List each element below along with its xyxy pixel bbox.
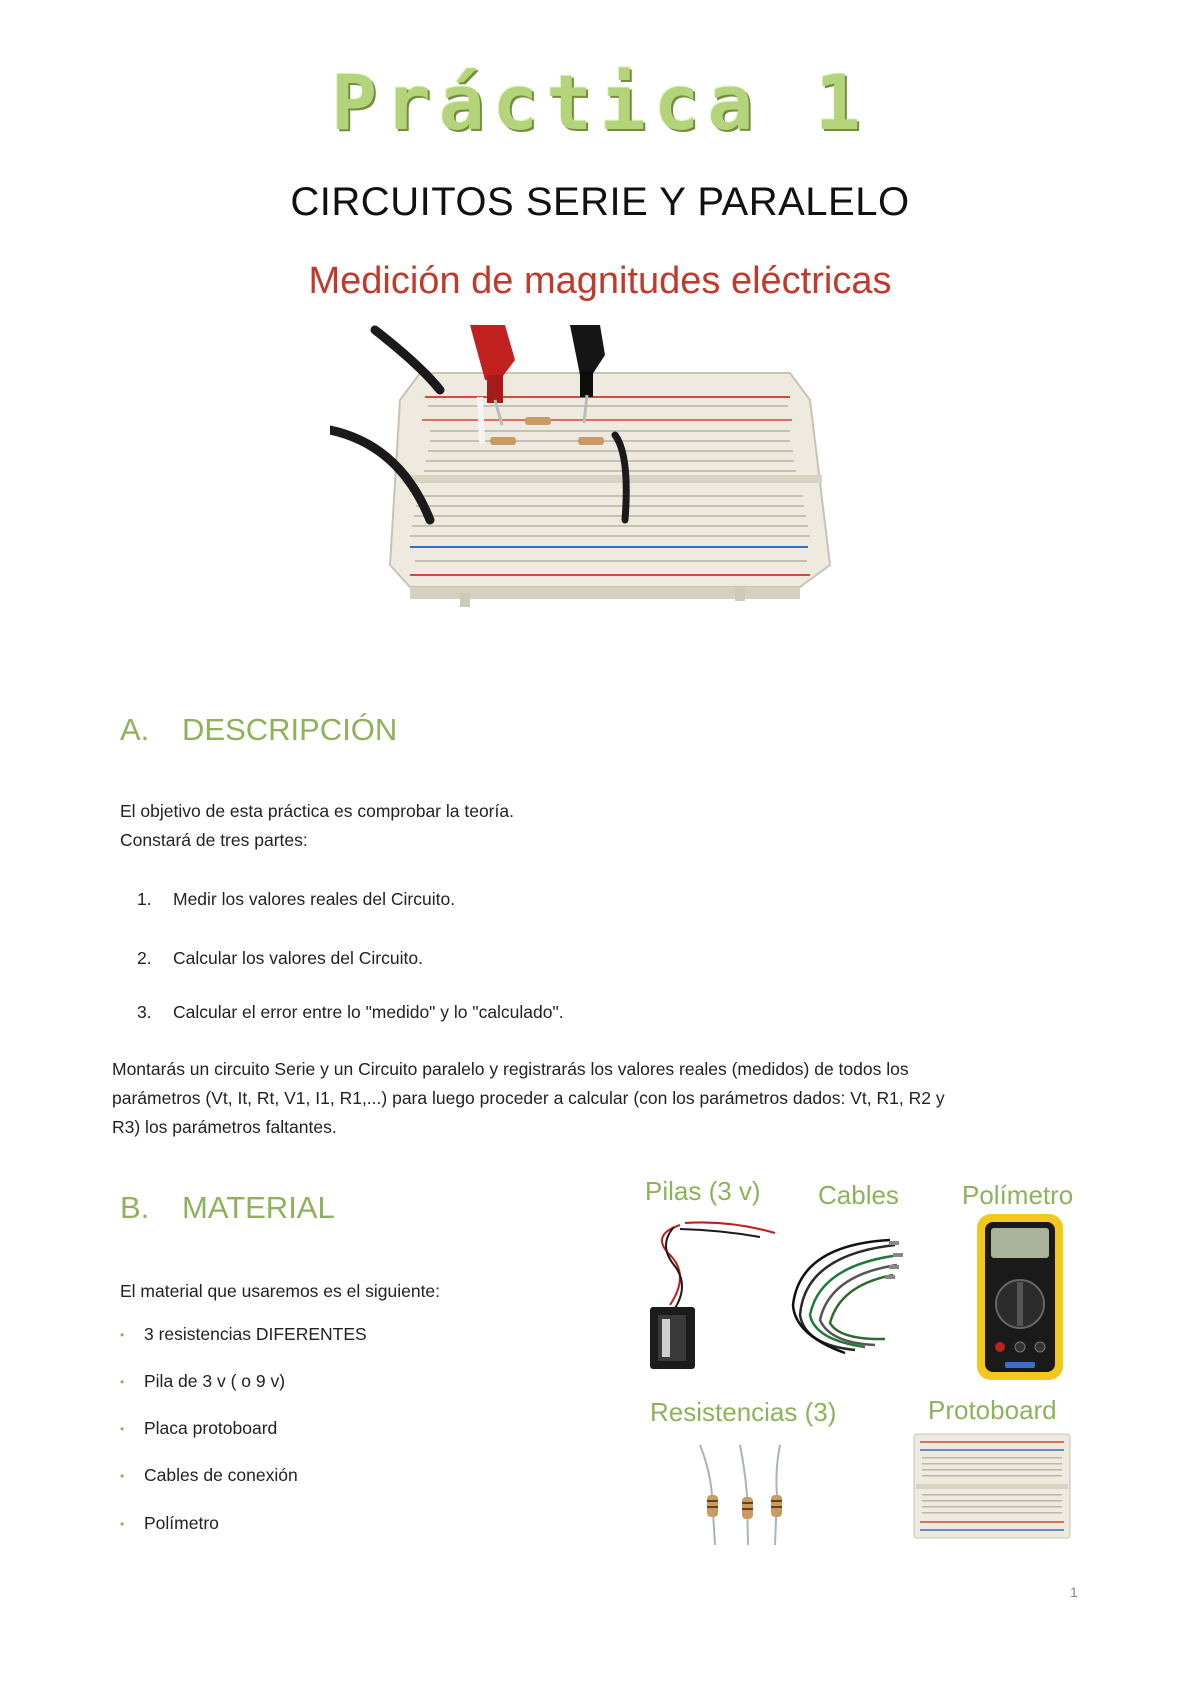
list-item <box>120 1513 219 1534</box>
list-item <box>137 889 455 910</box>
section-a-title: DESCRIPCIÓN <box>182 712 398 747</box>
list-item <box>137 1002 564 1023</box>
document-title: CIRCUITOS SERIE Y PARALELO <box>290 180 910 224</box>
label-pilas: Pilas (3 v) <box>645 1176 761 1206</box>
list-item <box>120 1371 285 1392</box>
material-intro: El material que usaremos es el siguiente: <box>120 1281 441 1301</box>
label-protoboard: Protoboard <box>928 1395 1057 1425</box>
list-item-text: Calcular los valores del Circuito. <box>173 948 423 968</box>
resistors-photo <box>690 1440 810 1550</box>
protoboard-photo <box>912 1432 1072 1540</box>
list-item-number: 1. <box>137 889 152 909</box>
section-a-letter: A. <box>120 712 150 747</box>
description-paragraph-line-1: Montarás un circuito Serie y un Circuito paralelo y registrarás los valores reales (medidos) de todos los <box>112 1059 909 1079</box>
list-item-number: 2. <box>137 948 152 968</box>
section-b-heading <box>120 1190 335 1226</box>
section-b-letter: B. <box>120 1190 150 1225</box>
list-item <box>137 948 423 969</box>
list-item-text: Medir los valores reales del Circuito. <box>173 889 456 909</box>
description-intro-line-2: Constará de tres partes: <box>120 830 308 850</box>
material-item-text: 3 resistencias DIFERENTES <box>144 1324 367 1344</box>
bullet-icon: • <box>120 1375 125 1390</box>
section-a-heading <box>120 712 397 748</box>
bullet-icon: • <box>120 1469 125 1484</box>
list-item <box>120 1418 277 1439</box>
document-subtitle: Medición de magnitudes eléctricas <box>308 260 892 302</box>
description-paragraph-line-3: R3) los parámetros faltantes. <box>112 1117 337 1137</box>
bullet-icon: • <box>120 1328 125 1343</box>
list-item-number: 3. <box>137 1002 152 1022</box>
bullet-icon: • <box>120 1422 125 1437</box>
breadboard-photo <box>330 325 850 670</box>
section-b-title: MATERIAL <box>182 1190 335 1225</box>
page-number: 1 <box>1070 1584 1078 1600</box>
multimeter-photo <box>975 1212 1065 1382</box>
practica-title: Práctica 1 <box>331 58 869 147</box>
jumper-cables-photo <box>785 1235 905 1360</box>
bullet-icon: • <box>120 1517 125 1532</box>
list-item <box>120 1465 298 1486</box>
label-resistencias: Resistencias (3) <box>650 1397 837 1427</box>
description-intro-line-1: El objetivo de esta práctica es comprobar la teoría. <box>120 801 514 821</box>
material-item-text: Placa protoboard <box>144 1418 278 1438</box>
battery-holder-photo <box>640 1215 780 1375</box>
list-item <box>120 1324 367 1345</box>
list-item-text: Calcular el error entre lo "medido" y lo "calculado". <box>173 1002 564 1022</box>
label-polimetro: Polímetro <box>962 1180 1074 1210</box>
description-paragraph-line-2: parámetros (Vt, It, Rt, V1, I1, R1,...) para luego proceder a calcular (con los parámetros dados: Vt, R1, R2 y <box>112 1088 945 1108</box>
material-item-text: Polímetro <box>144 1513 219 1533</box>
material-item-text: Cables de conexión <box>144 1465 298 1485</box>
material-item-text: Pila de 3 v ( o 9 v) <box>144 1371 286 1391</box>
label-cables: Cables <box>818 1180 899 1210</box>
